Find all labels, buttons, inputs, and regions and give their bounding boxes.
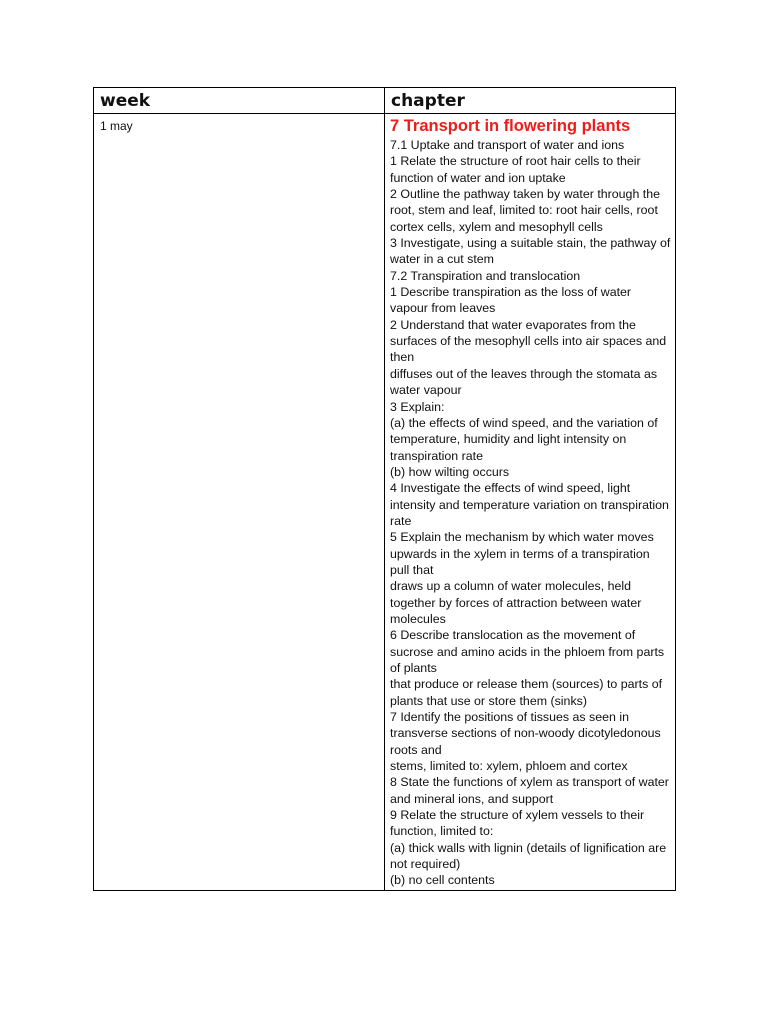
chapter-line: (b) how wilting occurs [390,464,510,479]
chapter-line: 7.2 Transpiration and translocation [390,268,581,283]
chapter-line: cortex cells, xylem and mesophyll cells [390,219,603,234]
chapter-line: 7.1 Uptake and transport of water and ions [390,138,625,152]
chapter-line: 2 Understand that water evaporates from the surfaces of the mesophyll cells into air spaces and then [390,317,667,365]
chapter-line: diffuses out of the leaves through the stomata as water vapour [390,366,658,398]
chapter-line: (b) no cell contents [390,873,495,888]
chapter-line: (a) thick walls with lignin (details of lignification are not required) [390,840,667,872]
chapter-title: 7 Transport in flowering plants [390,117,631,135]
week-cell: 1 may [94,114,385,891]
chapter-line: 6 Describe translocation as the movement of sucrose and amino acids in the phloem from parts of plants [390,628,665,675]
chapter-line: 8 State the functions of xylem as transport of water and mineral ions, and support [390,775,669,806]
chapter-line: 4 Investigate the effects of wind speed, light intensity and temperature variation on transpiration rate [390,481,669,528]
chapter-line: 9 Relate the structure of xylem vessels to their function, limited to: [390,808,645,839]
chapter-line: (a) the effects of wind speed, and the variation of temperature, humidity and light intensity on [390,415,658,447]
chapter-line: 2 Outline the pathway taken by water through the root, stem and leaf, limited to: root hair cells, root [390,187,661,218]
chapter-header: chapter [385,88,676,114]
chapter-line: stems, limited to: xylem, phloem and cortex [390,759,628,774]
chapter-line: 3 Investigate, using a suitable stain, the pathway of water in a cut stem [390,236,671,267]
chapter-line: 5 Explain the mechanism by which water moves upwards in the xylem in terms of a transpiration pull that [390,530,654,577]
week-header: week [94,88,385,114]
chapter-line: 7 Identify the positions of tissues as seen in transverse sections of non-woody dicotyledonous roots and [390,710,661,757]
chapter-line: draws up a column of water molecules, held together by forces of attraction between water molecules [390,579,642,626]
chapter-cell [385,114,676,891]
schedule-table [93,87,676,891]
header-row [94,88,676,114]
chapter-line: 1 Describe transpiration as the loss of water vapour from leaves [390,285,632,316]
chapter-line: that produce or release them (sources) to parts of plants that use or store them (sinks) [390,677,663,708]
chapter-line: transpiration rate [390,448,483,463]
table-row [94,114,676,891]
chapter-line: 1 Relate the structure of root hair cells to their function of water and ion uptake [390,154,641,185]
chapter-line: 3 Explain: [390,399,445,414]
